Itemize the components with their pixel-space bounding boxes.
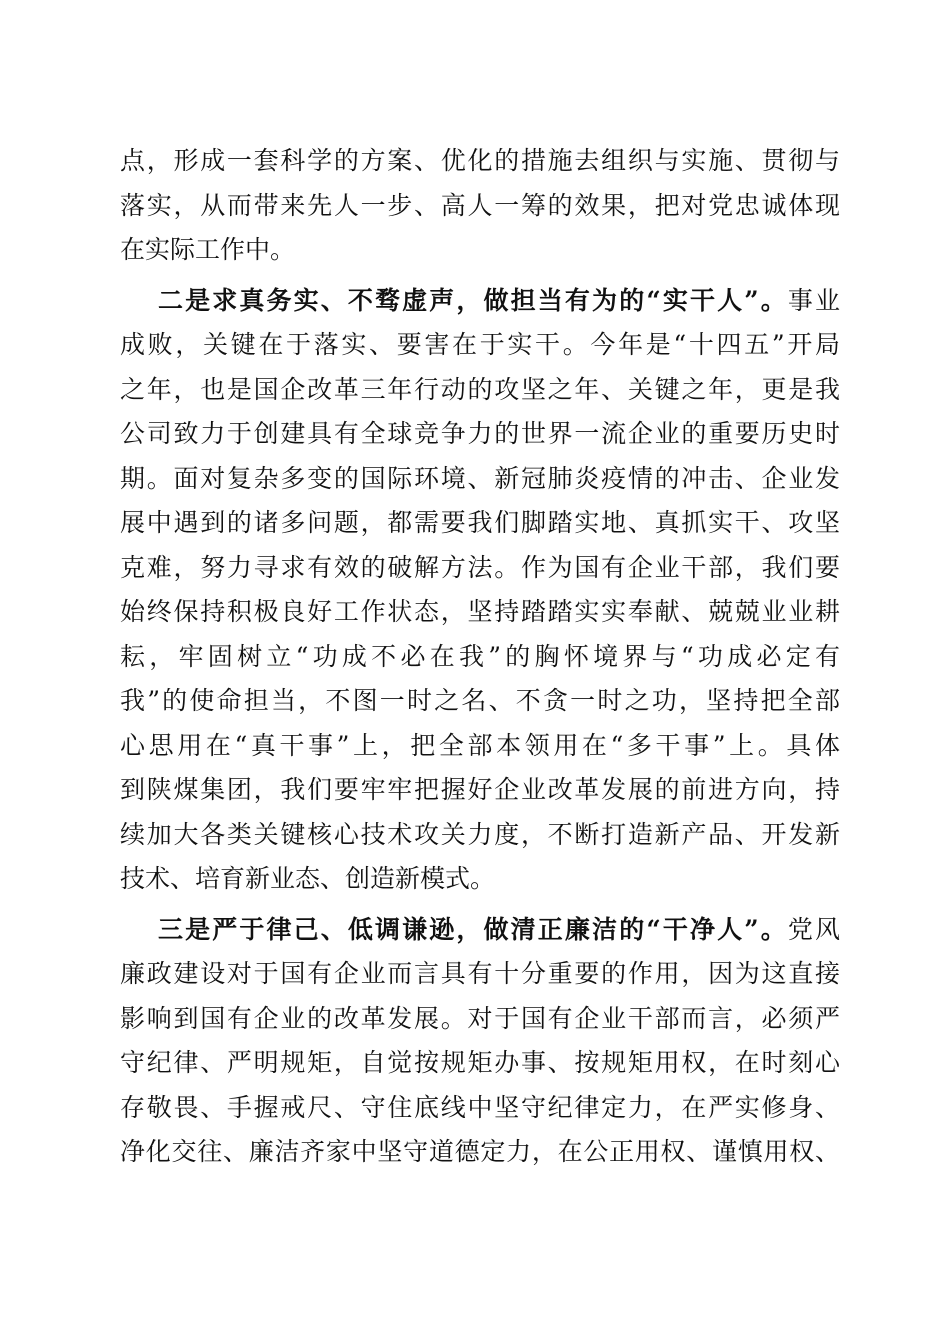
document-body [120, 139, 840, 1175]
text-line: 续加大各类关键核心技术攻关力度，不断打造新产品、开发新 [120, 819, 840, 849]
text-line: 心思用在“真干事”上，把全部本领用在“多干事”上。具体 [120, 730, 840, 760]
text-line [120, 279, 840, 324]
text-line: 点，形成一套科学的方案、优化的措施去组织与实施、贯彻与 [120, 146, 840, 175]
text-line: 耘，牢固树立“功成不必在我”的胸怀境界与“功成必定有 [120, 641, 840, 671]
paragraph-continuation [120, 139, 840, 273]
text-line: 在实际工作中。 [120, 235, 296, 264]
text-line: 之年，也是国企改革三年行动的攻坚之年、关键之年，更是我 [120, 374, 840, 404]
text-line: 克难，努力寻求有效的破解方法。作为国有企业干部，我们要 [120, 552, 840, 582]
text-line: 落实，从而带来先人一步、高人一筹的效果，把对党忠诚体现 [120, 190, 840, 220]
text-line: 守纪律、严明规矩，自觉按规矩办事、按规矩用权，在时刻心 [120, 1048, 840, 1077]
text-line: 廉政建设对于国有企业而言具有十分重要的作用，因为这直接 [120, 959, 840, 988]
text-line: 技术、培育新业态、创造新模式。 [120, 864, 496, 893]
paragraph-lead-heading: 二是求真务实、不骛虚声，做担当有为的“实干人”。 [158, 285, 788, 315]
paragraph-lead-rest: 党风 [787, 914, 840, 944]
text-line [120, 908, 840, 953]
paragraph-integrity [120, 908, 840, 1175]
text-line: 到陕煤集团，我们要牢牢把握好企业改革发展的前进方向，持 [120, 775, 840, 804]
text-line: 公司致力于创建具有全球竞争力的世界一流企业的重要历史时 [120, 419, 840, 448]
text-line: 净化交往、廉洁齐家中坚守道德定力，在公正用权、谨慎用权、 [120, 1137, 840, 1166]
text-line: 影响到国有企业的改革发展。对于国有企业干部而言，必须严 [120, 1003, 840, 1033]
paragraph-lead-heading: 三是严于律己、低调谦逊，做清正廉洁的“干净人”。 [158, 914, 788, 944]
text-line: 期。面对复杂多变的国际环境、新冠肺炎疫情的冲击、企业发 [120, 463, 840, 493]
paragraph-practical [120, 279, 840, 902]
text-line: 展中遇到的诸多问题，都需要我们脚踏实地、真抓实干、攻坚 [120, 508, 840, 537]
text-line: 我”的使命担当，不图一时之名、不贪一时之功，坚持把全部 [120, 686, 840, 715]
paragraph-lead-rest: 事业 [787, 285, 840, 315]
text-line: 存敬畏、手握戒尺、守住底线中坚守纪律定力，在严实修身、 [120, 1092, 840, 1122]
text-line: 成败，关键在于落实、要害在于实干。今年是“十四五”开局 [120, 330, 840, 359]
text-line: 始终保持积极良好工作状态，坚持踏踏实实奉献、兢兢业业耕 [120, 597, 840, 626]
